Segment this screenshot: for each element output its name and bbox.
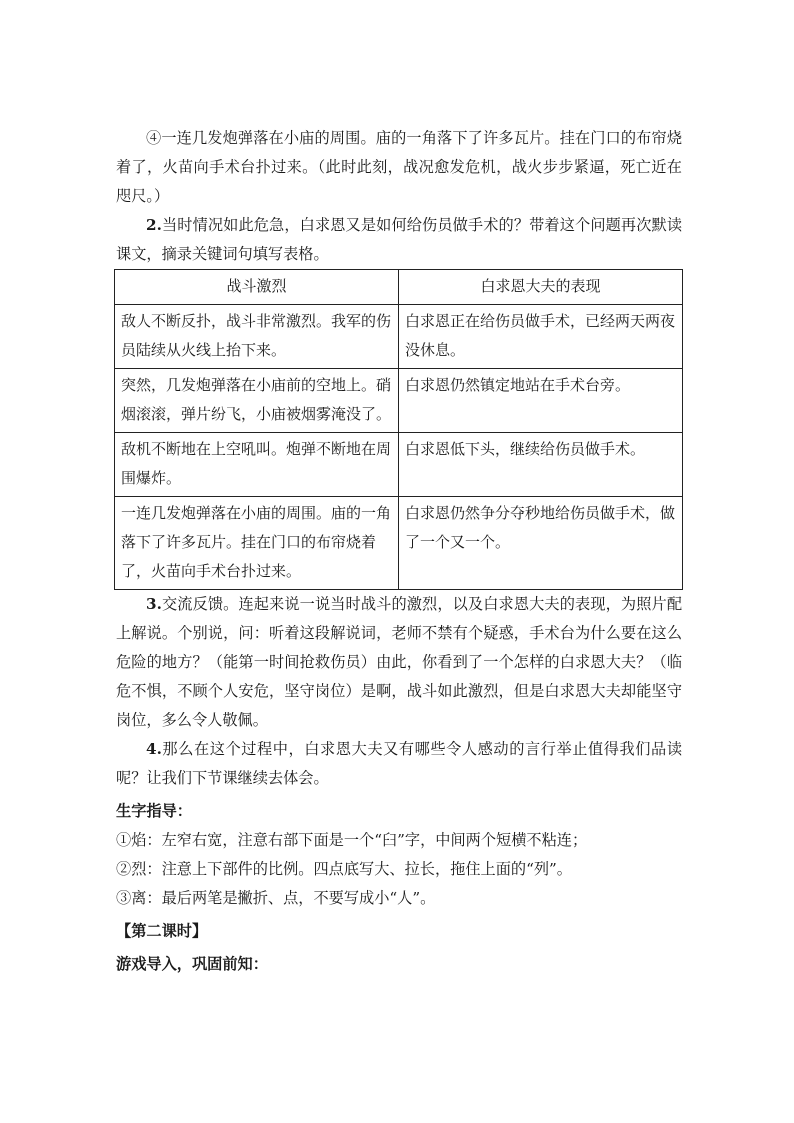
table-cell: 白求恩正在给伤员做手术，已经两天两夜没休息。 xyxy=(399,305,683,369)
table-cell: 白求恩仍然镇定地站在手术台旁。 xyxy=(399,369,683,433)
table-cell: 敌人不断反扑，战斗非常激烈。我军的伤员陆续从火线上抬下来。 xyxy=(115,305,399,369)
paragraph-step-2 xyxy=(116,211,682,269)
table-header-row xyxy=(115,270,683,305)
table-header-bethune: 白求恩大夫的表现 xyxy=(399,270,683,305)
document-body xyxy=(116,124,682,979)
step-text: 当时情况如此危急，白求恩又是如何给伤员做手术的？带着这个问题再次默读课文，摘录关键词句填写表格。 xyxy=(116,216,682,263)
guide-item: ①焰：左窄右宽，注意右部下面是一个“臼”字，中间两个短横不粘连； xyxy=(116,831,588,849)
table-row xyxy=(115,433,683,497)
step-text: 交流反馈。连起来说一说当时战斗的激烈，以及白求恩大夫的表现，为照片配上解说。个别说，问：听着这段解说词，老师不禁有个疑惑，手术台为什么要在这么危险的地方？（能第一时间抢救伤员）由此，你看到了一个怎样的白求恩大夫？（临危不惧，不顾个人安危，坚守岗位）是啊，战斗如此激烈，但是白求恩大夫却能坚守岗位，多么令人敬佩。 xyxy=(116,595,682,729)
table-cell: 白求恩仍然争分夺秒地给伤员做手术，做了一个又一个。 xyxy=(399,497,683,590)
lesson-subtitle: 游戏导入，巩固前知： xyxy=(116,955,268,973)
section-heading-characters: 生字指导： xyxy=(116,802,192,820)
step-number: 2. xyxy=(146,216,162,234)
lesson-title: 【第二课时】 xyxy=(116,922,208,940)
guide-item: ②烈：注意上下部件的比例。四点底写大、拉长，拖住上面的“列”。 xyxy=(116,860,572,878)
comparison-table xyxy=(114,269,683,590)
step-number: 3. xyxy=(146,595,162,613)
table-row xyxy=(115,497,683,590)
paragraph-step-4 xyxy=(116,735,682,793)
table-cell: 突然，几发炮弹落在小庙前的空地上。硝烟滚滚，弹片纷飞，小庙被烟雾淹没了。 xyxy=(115,369,399,433)
paragraph-quote-4: ④一连几发炮弹落在小庙的周围。庙的一角落下了许多瓦片。挂在门口的布帘烧着了，火苗向手术台扑过来。（此时此刻，战况愈发危机，战火步步紧逼，死亡近在咫尺。） xyxy=(116,129,682,205)
step-number: 4. xyxy=(146,740,162,758)
table-header-battle: 战斗激烈 xyxy=(115,270,399,305)
table-row xyxy=(115,369,683,433)
guide-item: ③离：最后两笔是撇折、点，不要写成小“人”。 xyxy=(116,889,436,907)
table-row xyxy=(115,305,683,369)
table-cell: 敌机不断地在上空吼叫。炮弹不断地在周围爆炸。 xyxy=(115,433,399,497)
table-cell: 白求恩低下头，继续给伤员做手术。 xyxy=(399,433,683,497)
step-text: 那么在这个过程中，白求恩大夫又有哪些令人感动的言行举止值得我们品读呢？让我们下节课继续去体会。 xyxy=(116,740,682,787)
paragraph-step-3 xyxy=(116,590,682,735)
table-cell: 一连几发炮弹落在小庙的周围。庙的一角落下了许多瓦片。挂在门口的布帘烧着了，火苗向手术台扑过来。 xyxy=(115,497,399,590)
